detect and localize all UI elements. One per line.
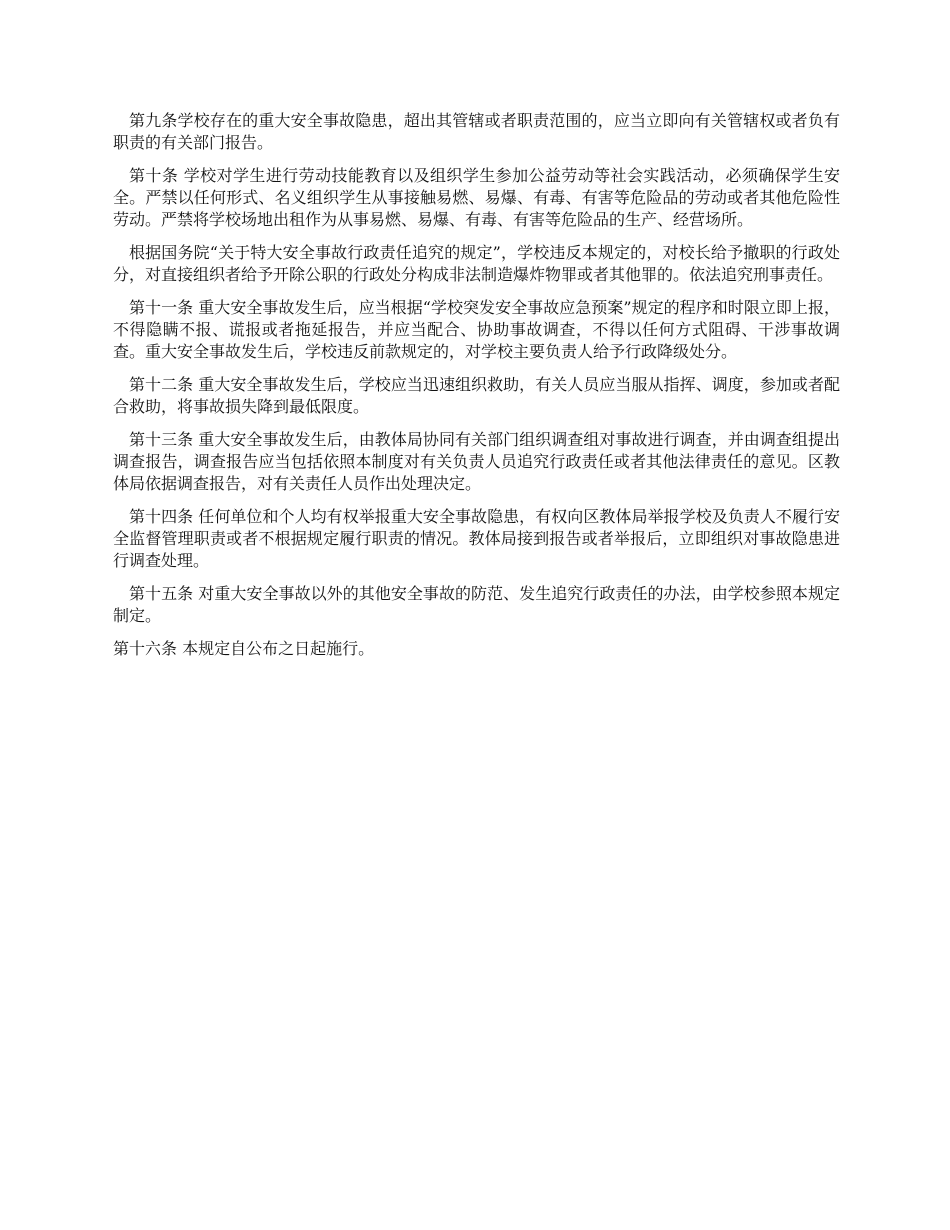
article-15-paragraph: 第十五条 对重大安全事故以外的其他安全事故的防范、发生追究行政责任的办法，由学校参照本规定制定。 [113,584,840,625]
article-10-paragraph: 第十条 学校对学生进行劳动技能教育以及组织学生参加公益劳动等社会实践活动，必须确保学生安全。严禁以任何形式、名义组织学生从事接触易燃、易爆、有毒、有害等危险品的劳动或者其他危险性劳动。严禁将学校场地出租作为从事易燃、易爆、有毒、有害等危险品的生产、经营场所。 [113,166,840,229]
article-11-paragraph: 第十一条 重大安全事故发生后，应当根据“学校突发安全事故应急预案”规定的程序和时限立即上报，不得隐瞒不报、谎报或者拖延报告，并应当配合、协助事故调查，不得以任何方式阻碍、干涉事故调查。重大安全事故发生后，学校违反前款规定的，对学校主要负责人给予行政降级处分。 [113,298,840,361]
article-12-paragraph: 第十二条 重大安全事故发生后，学校应当迅速组织救助，有关人员应当服从指挥、调度，参加或者配合救助，将事故损失降到最低限度。 [113,375,840,416]
document-body [113,110,840,671]
article-9-paragraph: 第九条学校存在的重大安全事故隐患，超出其管辖或者职责范围的，应当立即向有关管辖权或者负有职责的有关部门报告。 [113,111,840,152]
article-14-paragraph: 第十四条 任何单位和个人均有权举报重大安全事故隐患，有权向区教体局举报学校及负责人不履行安全监督管理职责或者不根据规定履行职责的情况。教体局接到报告或者举报后，立即组织对事故隐患进行调查处理。 [113,507,840,570]
article-16-paragraph: 第十六条 本规定自公布之日起施行。 [113,639,375,658]
state-council-provision-paragraph: 根据国务院“关于特大安全事故行政责任追究的规定”，学校违反本规定的，对校长给予撤职的行政处分，对直接组织者给予开除公职的行政处分构成非法制造爆炸物罪或者其他罪的。依法追究刑事责任。 [113,243,840,284]
article-13-paragraph: 第十三条 重大安全事故发生后，由教体局协同有关部门组织调查组对事故进行调查，并由调查组提出调查报告，调查报告应当包括依照本制度对有关负责人员追究行政责任或者其他法律责任的意见。区教体局依据调查报告，对有关责任人员作出处理决定。 [113,430,840,493]
